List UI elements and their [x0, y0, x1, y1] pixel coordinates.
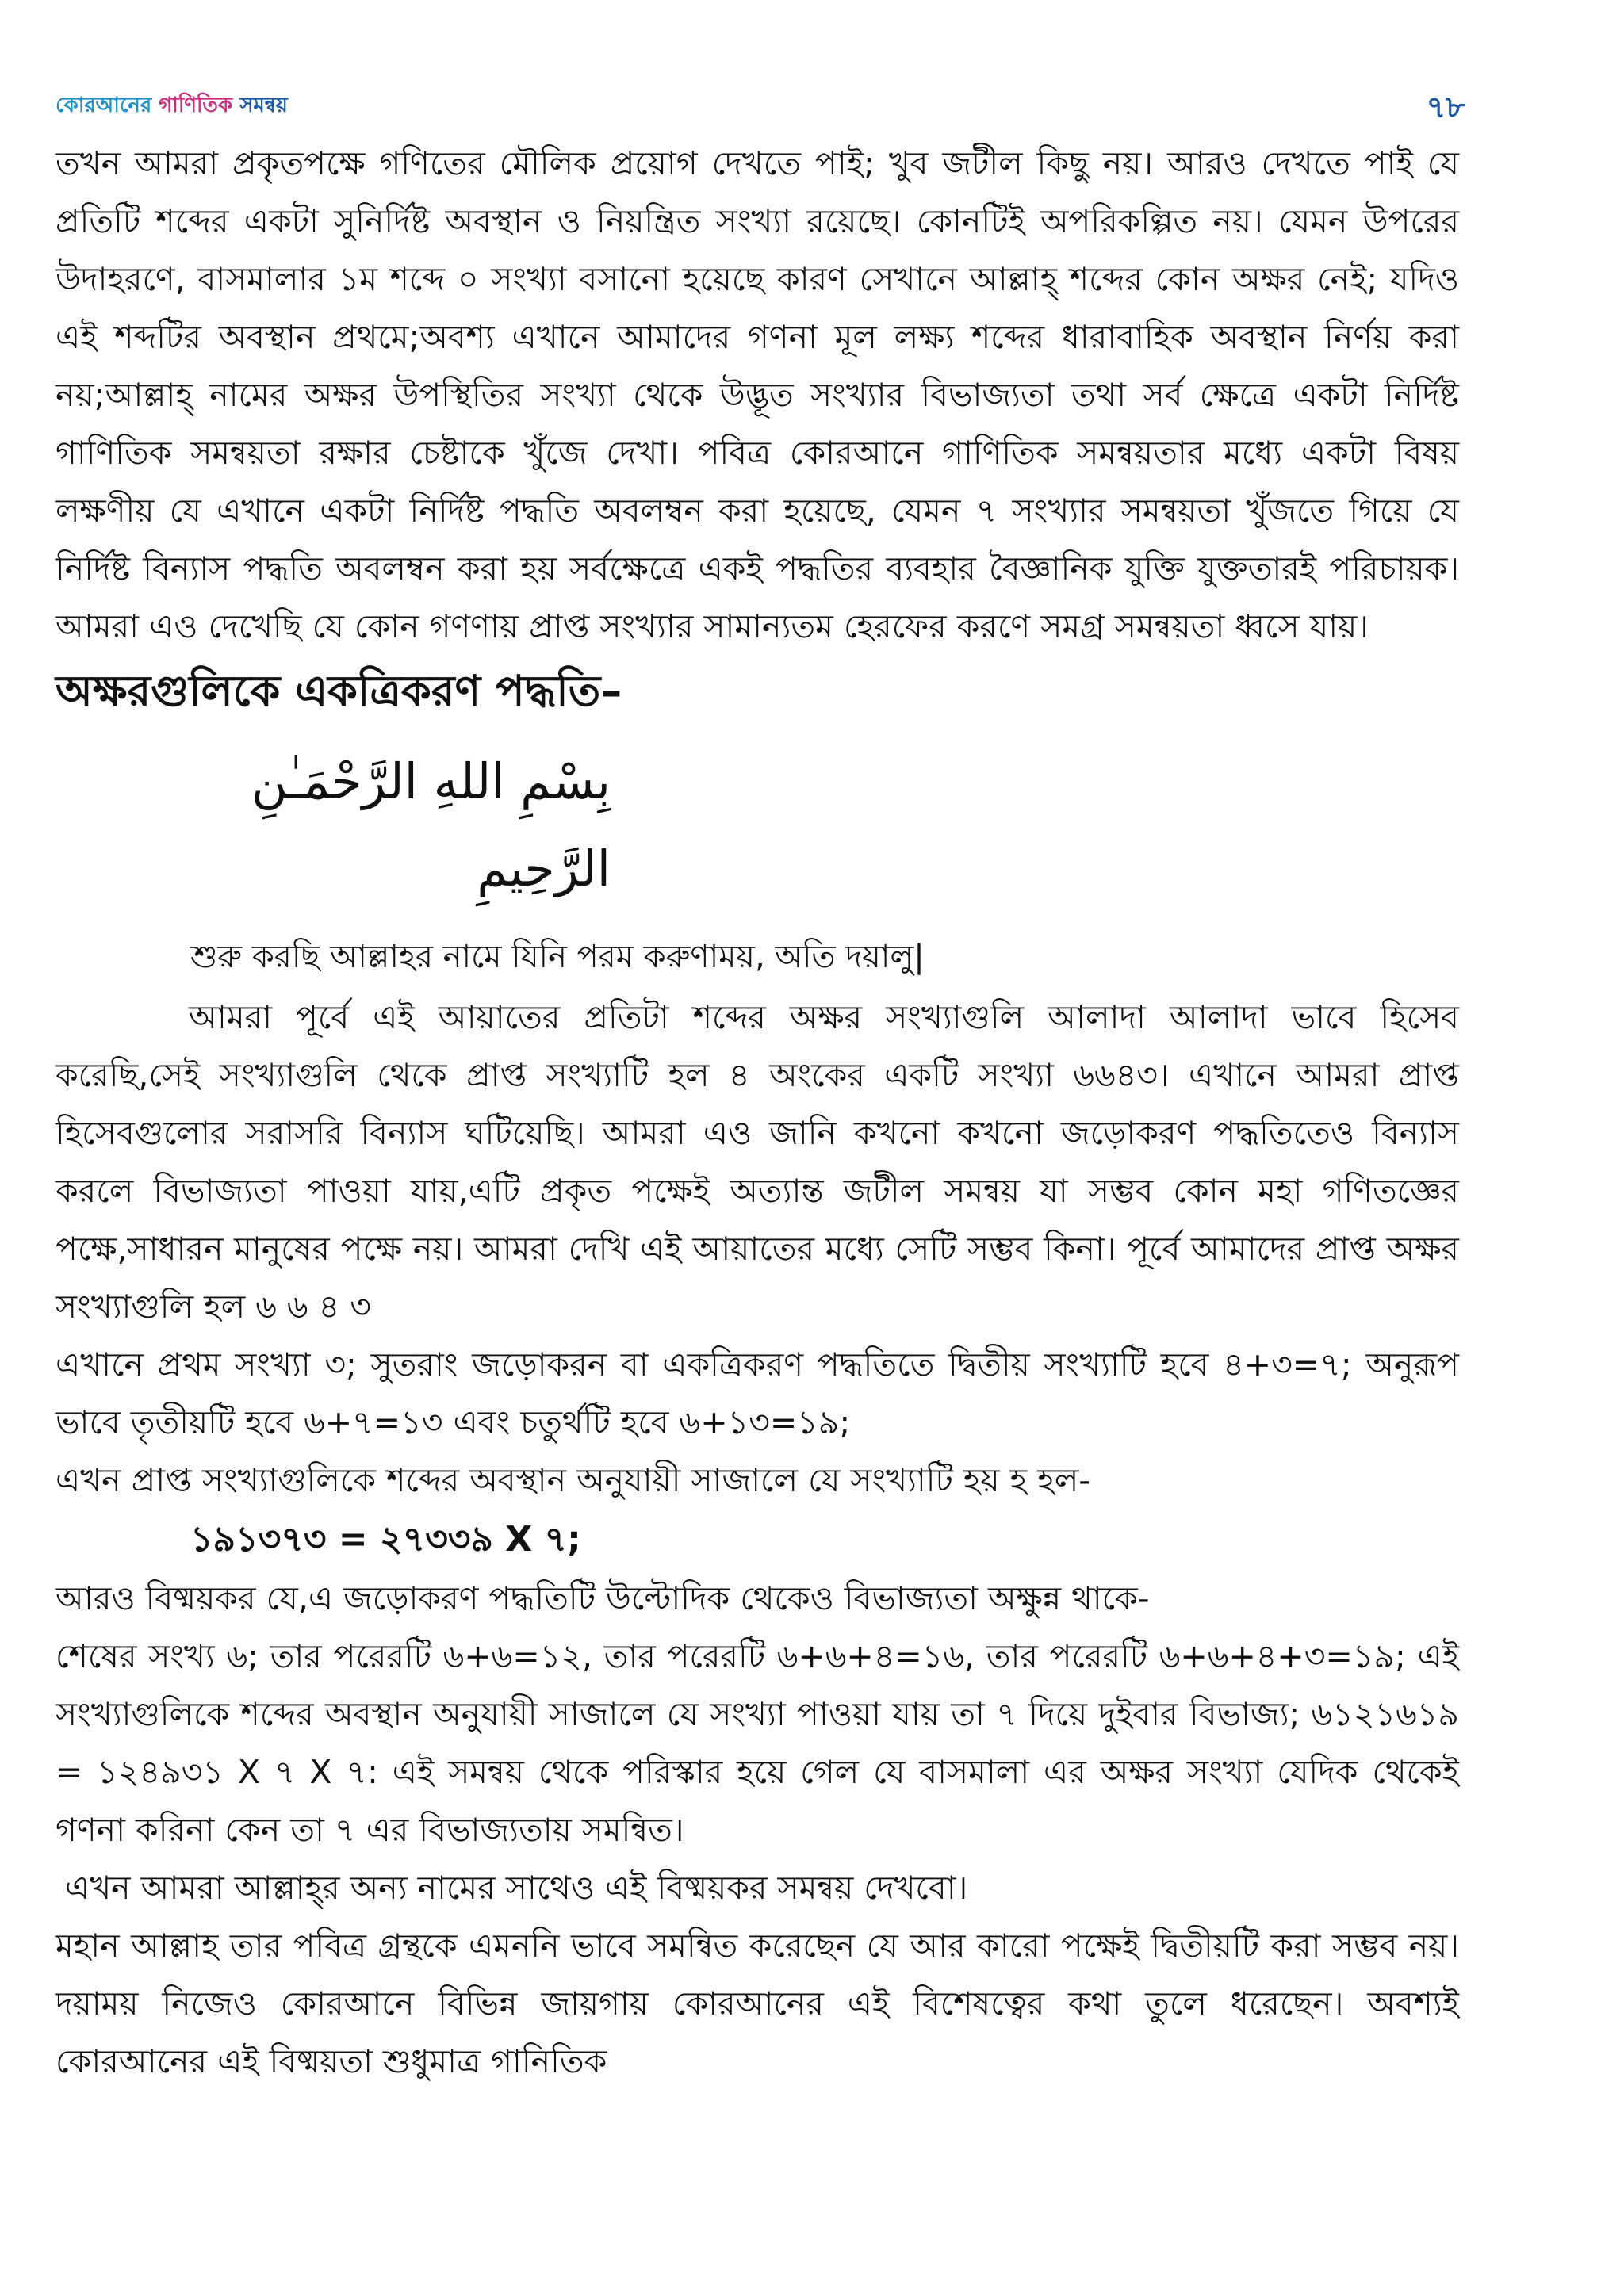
paragraph-7: এখন আমরা আল্লাহ্‌র অন্য নামের সাথেও এই বিষ্ময়কর সমন্বয় দেখবো।: [65, 1869, 968, 1907]
paragraph-3: এখানে প্রথম সংখ্যা ৩; সুতরাং জড়োকরন বা একত্রিকরণ পদ্ধতিতে দ্বিতীয় সংখ্যাটি হবে ৪+৩=৭; অনুরূপ ভাবে তৃতীয়টি হবে ৬+৭=১৩ এবং চতুর্থটি হবে ৬+১৩=১৯;: [56, 1345, 1459, 1441]
page-number: ৭৮: [1426, 90, 1465, 124]
paragraph-2: আমরা পূর্বে এই আয়াতের প্রতিটা শব্দের অক্ষর সংখ্যাগুলি আলাদা আলাদা ভাবে হিসেব করেছি,সেই সংখ্যাগুলি থেকে প্রাপ্ত সংখ্যাটি হল ৪ অংকের একটি সংখ্যা ৬৬৪৩। এখানে আমরা প্রাপ্ত হিসেবগুলোর সরাসরি বিন্যাস ঘটিয়েছি। আমরা এও জানি কখনো কখনো জড়োকরণ পদ্ধতিতেও বিন্যাস করলে বিভাজ্যতা পাওয়া যায়,এটি প্রকৃত পক্ষেই অত্যান্ত জটীল সমন্বয় যা সম্ভব কোন মহা গণিতজ্ঞের পক্ষে,সাধারন মানুষের পক্ষে নয়। আমরা দেখি এই আয়াতের মধ্যে সেটি সম্ভব কিনা। পূর্বে আমাদের প্রাপ্ত অক্ষর সংখ্যাগুলি হল ৬ ৬ ৪ ৩: [56, 998, 1459, 1326]
paragraph-5: আরও বিষ্ময়কর যে,এ জড়োকরণ পদ্ধতিটি উল্টোদিক থেকেও বিভাজ্যতা অক্ষুন্ন থাকে-: [56, 1579, 1150, 1617]
paragraph-1: তখন আমরা প্রকৃতপক্ষে গণিতের মৌলিক প্রয়োগ দেখতে পাই; খুব জটীল কিছু নয়। আরও দেখতে পাই যে প্রতিটি শব্দের একটা সুনির্দিষ্ট অবস্থান ও নিয়ন্ত্রিত সংখ্যা রয়েছে। কোনটিই অপরিকল্পিত নয়। যেমন উপরের উদাহরণে, বাসমালার ১ম শব্দে ০ সংখ্যা বসানো হয়েছে কারণ সেখানে আল্লাহ্ শব্দের কোন অক্ষর নেই; যদিও এই শব্দটির অবস্থান প্রথমে;অবশ্য এখানে আমাদের গণনা মূল লক্ষ্য শব্দের ধারাবাহিক অবস্থান নির্ণয় করা নয়;আল্লাহ্ নামের অক্ষর উপস্থিতির সংখ্যা থেকে উদ্ভূত সংখ্যার বিভাজ্যতা তথা সর্ব ক্ষেত্রে একটা নির্দিষ্ট গাণিতিক সমন্বয়তা রক্ষার চেষ্টাকে খুঁজে দেখা। পবিত্র কোরআনে গাণিতিক সমন্বয়তার মধ্যে একটা বিষয় লক্ষণীয় যে এখানে একটা নির্দিষ্ট পদ্ধতি অবলম্বন করা হয়েছে, যেমন ৭ সংখ্যার সমন্বয়তা খুঁজতে গিয়ে যে নির্দিষ্ট বিন্যাস পদ্ধতি অবলম্বন করা হয় সর্বক্ষেত্রে একই পদ্ধতির ব্যবহার বৈজ্ঞানিক যুক্তি যুক্ততারই পরিচায়ক। আমরা এও দেখেছি যে কোন গণণায় প্রাপ্ত সংখ্যার সামান্যতম হেরফের করণে সমগ্র সমন্বয়তা ধ্বসে যায়।: [56, 144, 1459, 645]
page-body: [56, 135, 1459, 2091]
formula-line: ১৯১৩৭৩ = ২৭৩৩৯ X ৭;: [190, 1519, 581, 1559]
section-heading: অক্ষরগুলিকে একত্রিকরণ পদ্ধতি–: [56, 666, 622, 716]
paragraph-4: এখন প্রাপ্ত সংখ্যাগুলিকে শব্দের অবস্থান অনুযায়ী সাজালে যে সংখ্যাটি হয় হ হল-: [56, 1461, 1091, 1499]
arabic-verse: بِسْمِ اللهِ الرَّحْمَـٰنِ الرَّحِيمِ: [251, 752, 611, 897]
running-title: [56, 89, 288, 124]
paragraph-8: মহান আল্লাহ তার পবিত্র গ্রন্থকে এমননি ভাবে সমন্বিত করেছেন যে আর কারো পক্ষেই দ্বিতীয়টি করা সম্ভব নয়। দয়াময় নিজেও কোরআনে বিভিন্ন জায়গায় কোরআনের এই বিশেষত্বের কথা তুলে ধরেছেন। অবশ্যই কোরআনের এই বিষ্ময়তা শুধুমাত্র গানিতিক: [56, 1927, 1459, 2080]
running-title-word-2: গাণিতিক: [159, 94, 233, 117]
verse-translation: শুরু করছি আল্লাহর নামে যিনি পরম করুণাময়, অতি দয়ালু|: [190, 939, 925, 975]
page-header: [56, 89, 1465, 128]
running-title-word-1: কোরআনের: [56, 94, 152, 117]
paragraph-6: শেষের সংখ্য ৬; তার পরেরটি ৬+৬=১২, তার পরেরটি ৬+৬+৪=১৬, তার পরেরটি ৬+৬+৪+৩=১৯; এই সংখ্যাগুলিকে শব্দের অবস্থান অনুযায়ী সাজালে যে সংখ্যা পাওয়া যায় তা ৭ দিয়ে দুইবার বিভাজ্য; ৬১২১৬১৯ = ১২৪৯৩১ X ৭ X ৭: এই সমন্বয় থেকে পরিস্কার হয়ে গেল যে বাসমালা এর অক্ষর সংখ্যা যেদিক থেকেই গণনা করিনা কেন তা ৭ এর বিভাজ্যতায় সমন্বিত।: [56, 1637, 1459, 1849]
running-title-word-3: সমন্বয়: [239, 94, 288, 117]
